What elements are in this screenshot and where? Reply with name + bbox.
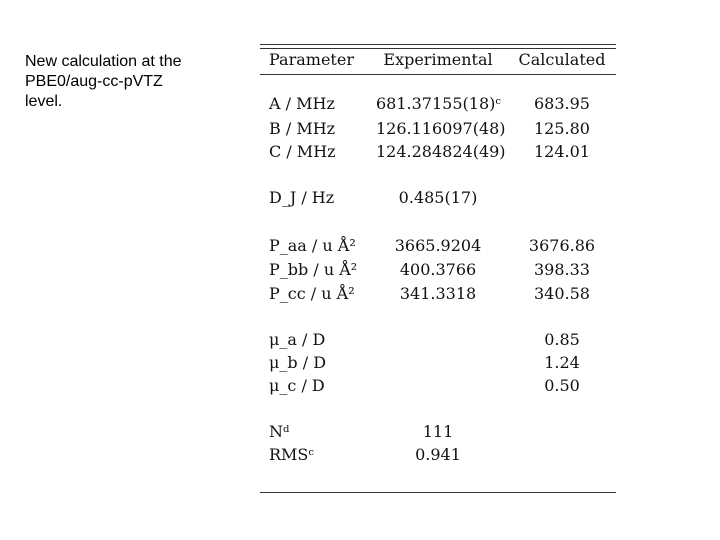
table-header-rule: [260, 74, 616, 75]
row-calculated: 125.80: [534, 119, 590, 138]
parameters-table: [260, 44, 616, 494]
row-param: μ_c / D: [269, 376, 325, 395]
table-top-rule: [260, 44, 616, 45]
row-param: C / MHz: [269, 142, 336, 161]
row-calculated: 0.50: [544, 376, 580, 395]
row-calculated: 398.33: [534, 260, 590, 279]
caption-note: [25, 52, 225, 112]
row-param: P_bb / u Å²: [269, 260, 358, 279]
header-calculated: Calculated: [518, 50, 606, 69]
row-param: D_J / Hz: [269, 188, 335, 207]
row-experimental: 126.116097(48): [376, 119, 506, 138]
row-calculated: 124.01: [534, 142, 590, 161]
row-param: Nᵈ: [269, 422, 290, 441]
row-calculated: 340.58: [534, 284, 590, 303]
row-experimental: 0.485(17): [398, 188, 478, 207]
header-experimental: Experimental: [383, 50, 493, 69]
row-experimental: 3665.9204: [394, 236, 482, 255]
row-experimental: 681.37155(18)ᶜ: [376, 94, 501, 113]
table-bottom-rule: [260, 492, 616, 493]
caption-line-3: level.: [25, 93, 63, 110]
row-param: RMSᶜ: [269, 445, 314, 464]
row-calculated: 3676.86: [528, 236, 596, 255]
header-parameter: Parameter: [269, 50, 354, 69]
caption-line-1: New calculation at the: [25, 53, 182, 70]
row-calculated: 1.24: [544, 353, 580, 372]
row-param: B / MHz: [269, 119, 336, 138]
row-experimental: 111: [422, 422, 454, 441]
row-param: μ_a / D: [269, 330, 326, 349]
table-top-rule-2: [260, 48, 616, 49]
row-calculated: 683.95: [534, 94, 590, 113]
row-experimental: 0.941: [415, 445, 461, 464]
row-experimental: 124.284824(49): [376, 142, 506, 161]
row-param: P_aa / u Å²: [269, 236, 356, 255]
row-experimental: 341.3318: [399, 284, 477, 303]
row-param: μ_b / D: [269, 353, 327, 372]
row-param: P_cc / u Å²: [269, 284, 355, 303]
caption-line-2: PBE0/aug-cc-pVTZ: [25, 73, 163, 90]
row-param: A / MHz: [269, 94, 335, 113]
row-experimental: 400.3766: [399, 260, 477, 279]
row-calculated: 0.85: [544, 330, 580, 349]
